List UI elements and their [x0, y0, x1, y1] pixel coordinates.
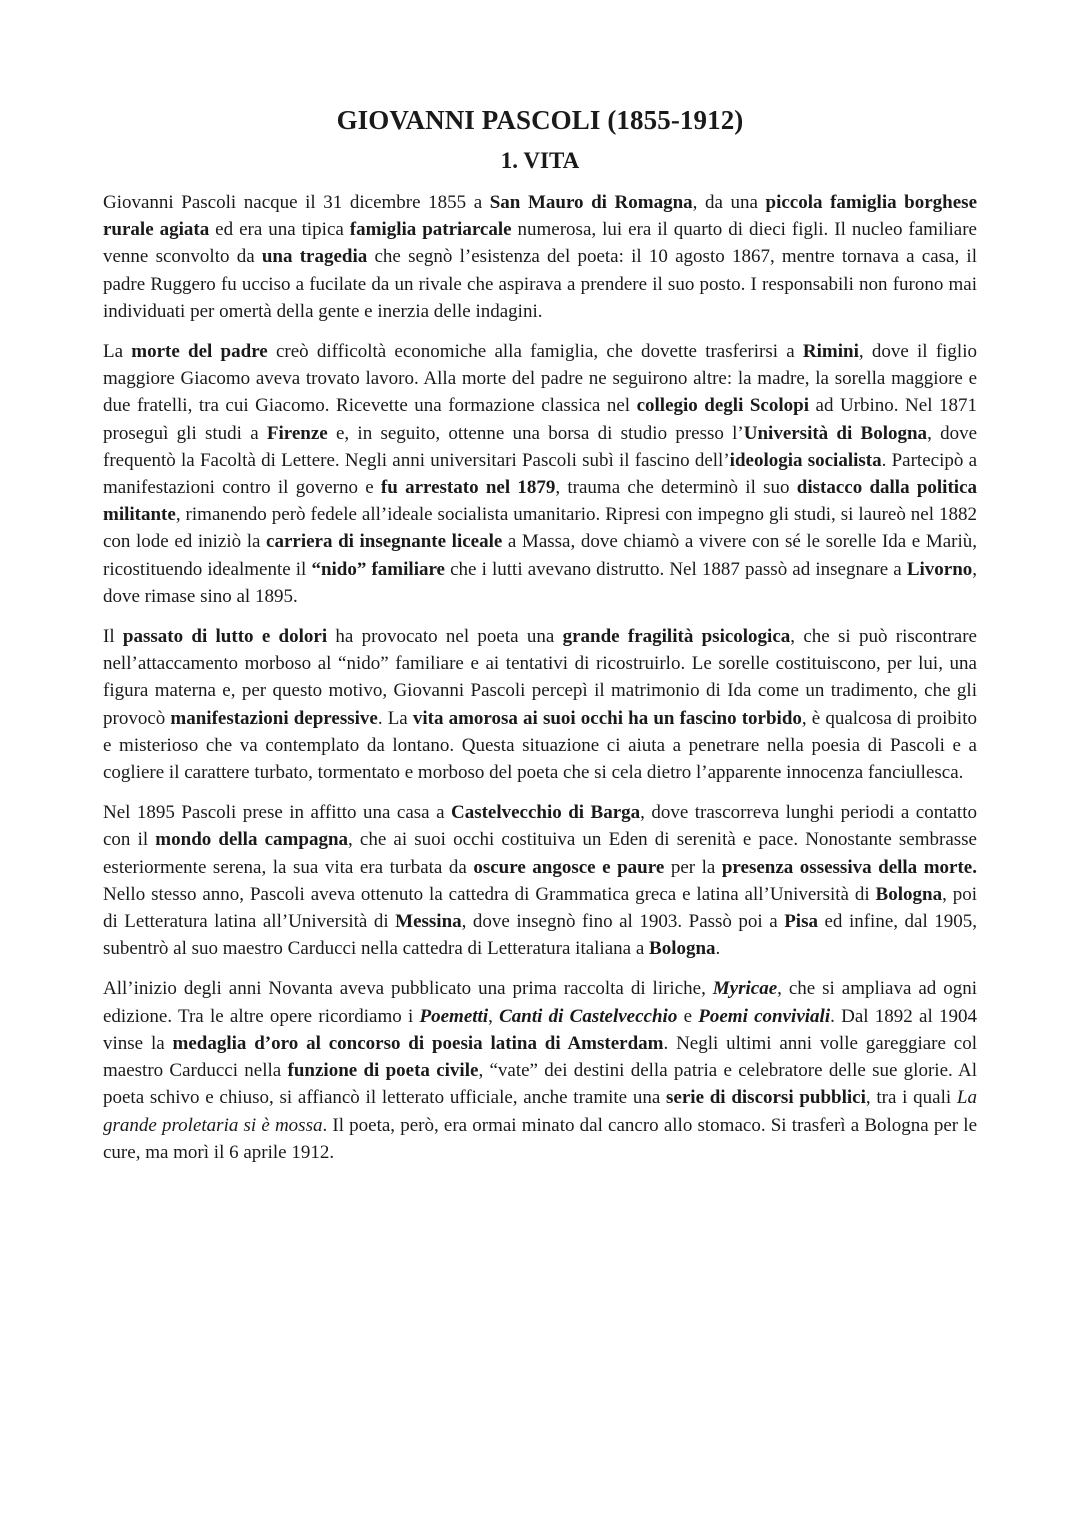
bold-italic-text: Poemi conviviali: [698, 1005, 831, 1027]
text-run: e: [677, 1005, 699, 1027]
paragraph-2: [103, 338, 977, 610]
text-run: , che si può riscontrare nell’attaccamento morboso al “nido” familiare e ai tentativi di ricostruirlo. Le sorelle costituiscono, per lui, una figura materna e, per questo motivo, Giovanni Pascoli percepì il matrimonio di Ida come un tradimento, che gli provocò: [103, 626, 977, 729]
paragraph-5: [103, 975, 977, 1165]
text-run: ed infine, dal 1905, subentrò al suo maestro Carducci nella cattedra di Letteratura italiana a: [103, 911, 978, 960]
text-run: . Negli ultimi anni volle gareggiare col maestro Carducci nella: [103, 1032, 977, 1082]
bold-italic-text: Poemetti: [419, 1005, 489, 1027]
bold-text: Bologna: [875, 883, 943, 905]
bold-text: presenza ossessiva della morte.: [721, 856, 977, 878]
paragraph-3: [103, 623, 977, 786]
bold-text: Firenze: [266, 422, 328, 444]
bold-text: una tragedia: [261, 246, 368, 268]
text-run: , rimanendo però fedele all’ideale socialista umanitario. Ripresi con impegno gli studi, si laureò nel 1882 con lode ed iniziò la: [103, 504, 977, 553]
text-run: che segnò l’esistenza del poeta: il 10 agosto 1867, mentre tornava a casa, il padre Ruggero fu ucciso a fucilate da un rivale che aspirava a prendere il suo posto. I responsabili non furono mai individuati per omertà della gente e inerzia delle indagini.: [103, 246, 977, 322]
text-run: , dove rimase sino al 1895.: [103, 558, 978, 607]
bold-text: Pisa: [784, 911, 818, 933]
document-title: GIOVANNI PASCOLI (1855-1912): [336, 105, 744, 135]
bold-text: mondo della campagna: [155, 829, 349, 851]
paragraph-1: [103, 189, 977, 325]
bold-text: serie di discorsi pubblici: [666, 1087, 866, 1109]
italic-text: La grande proletaria si è mossa: [103, 1087, 977, 1136]
bold-text: carriera di insegnante liceale: [266, 531, 503, 553]
bold-text: San Mauro di Romagna: [489, 192, 693, 213]
text-run: a Massa, dove chiamò a vivere con sé le sorelle Ida e Mariù, ricostituendo idealmente il: [103, 531, 977, 580]
bold-text: Università di Bologna: [743, 422, 928, 444]
bold-text: piccola famiglia borghese rurale agiata: [103, 192, 978, 241]
text-run: , “vate” dei destini della patria e celebratore delle sue glorie. Al poeta schivo e chiuso, si affiancò il letterato ufficiale, anche tramite una: [103, 1060, 977, 1109]
bold-text: medaglia d’oro al concorso di poesia latina di Amsterdam: [172, 1032, 664, 1054]
bold-text: famiglia patriarcale: [349, 219, 512, 241]
text-run: , che si ampliava ad ogni edizione. Tra le altre opere ricordiamo i: [103, 978, 977, 1027]
text-run: che i lutti avevano distrutto. Nel 1887 passò ad insegnare a: [445, 558, 907, 580]
text-run: La: [103, 341, 132, 363]
text-run: e, in seguito, ottenne una borsa di studio presso l’: [327, 422, 744, 444]
text-run: , trauma che determinò il suo: [555, 477, 797, 499]
text-run: ,: [488, 1005, 500, 1027]
text-run: .: [715, 938, 721, 960]
bold-text: vita amorosa ai suoi occhi ha un fascino torbido: [412, 707, 802, 729]
text-run: , dove insegnò fino al 1903. Passò poi a: [461, 911, 785, 933]
bold-text: ideologia socialista: [729, 449, 882, 471]
bold-text: morte del padre: [131, 341, 268, 363]
text-run: creò difficoltà economiche alla famiglia, che dovette trasferirsi a: [267, 341, 803, 363]
text-run: per la: [664, 856, 722, 878]
bold-text: oscure angosce e paure: [473, 856, 665, 878]
bold-text: grande fragilità psicologica: [562, 626, 791, 648]
text-run: Nel 1895 Pascoli prese in affitto una casa a: [103, 802, 451, 824]
text-run: . La: [377, 707, 413, 729]
text-run: Il: [103, 626, 123, 648]
bold-text: distacco dalla politica militante: [103, 477, 977, 526]
bold-text: Bologna: [649, 938, 716, 960]
section-heading: 1. VITA: [500, 148, 580, 173]
text-run: , da una: [692, 192, 766, 213]
text-run: . Il poeta, però, era ormai minato dal cancro allo stomaco. Si trasferì a Bologna per le cure, ma morì il 6 aprile 1912.: [103, 1114, 978, 1163]
bold-text: “nido” familiare: [311, 558, 445, 580]
bold-text: Rimini: [802, 341, 859, 363]
text-run: numerosa, lui era il quarto di dieci figli. Il nucleo familiare venne sconvolto da: [103, 219, 977, 268]
text-run: Giovanni Pascoli nacque il 31 dicembre 1855 a: [103, 192, 490, 213]
text-run: All’inizio degli anni Novanta aveva pubblicato una prima raccolta di liriche,: [103, 978, 713, 1000]
bold-text: funzione di poeta civile: [287, 1060, 479, 1082]
document-body: [103, 189, 977, 1166]
bold-italic-text: Canti di Castelvecchio: [499, 1005, 678, 1027]
text-run: , dove il figlio maggiore Giacomo aveva trovato lavoro. Alla morte del padre ne seguirono altre: la madre, la sorella maggiore e due fratelli, tra cui Giacomo. Ricevette una formazione classica nel: [103, 341, 977, 417]
text-run: . Partecipò a manifestazioni contro il governo e: [103, 449, 978, 499]
bold-text: Castelvecchio di Barga: [450, 802, 641, 824]
bold-text: passato di lutto e dolori: [122, 626, 328, 648]
text-run: Nello stesso anno, Pascoli aveva ottenuto la cattedra di Grammatica greca e latina all’Università di: [103, 883, 876, 905]
paragraph-4: [103, 799, 977, 962]
text-run: ha provocato nel poeta una: [327, 626, 563, 648]
bold-text: Livorno: [906, 558, 973, 580]
text-run: , poi di Letteratura latina all’Università di: [103, 883, 977, 933]
text-run: , che ai suoi occhi costituiva un Eden di serenità e pace. Nonostante sembrasse esteriormente serena, la sua vita era turbata da: [103, 829, 977, 878]
text-run: ed era una tipica: [209, 219, 350, 241]
text-run: , tra i quali: [865, 1087, 957, 1109]
text-run: . Dal 1892 al 1904 vinse la: [103, 1005, 977, 1054]
text-run: , dove frequentò la Facoltà di Lettere. Negli anni universitari Pascoli subì il fascino dell’: [103, 422, 977, 471]
text-run: , dove trascorreva lunghi periodi a contatto con il: [103, 802, 977, 851]
text-run: ad Urbino. Nel 1871 proseguì gli studi a: [103, 395, 977, 444]
bold-text: Messina: [395, 911, 462, 933]
bold-text: manifestazioni depressive: [170, 707, 378, 729]
text-run: , è qualcosa di proibito e misterioso che va contemplato da lontano. Questa situazione ci aiuta a penetrare nella poesia di Pascoli e a cogliere il carattere turbato, tormentato e morboso del poeta che si cela dietro l’apparente innocenza fanciullesca.: [103, 707, 977, 784]
bold-italic-text: Myricae: [712, 978, 778, 1000]
bold-text: fu arrestato nel 1879: [380, 477, 556, 499]
bold-text: collegio degli Scolopi: [636, 395, 809, 417]
